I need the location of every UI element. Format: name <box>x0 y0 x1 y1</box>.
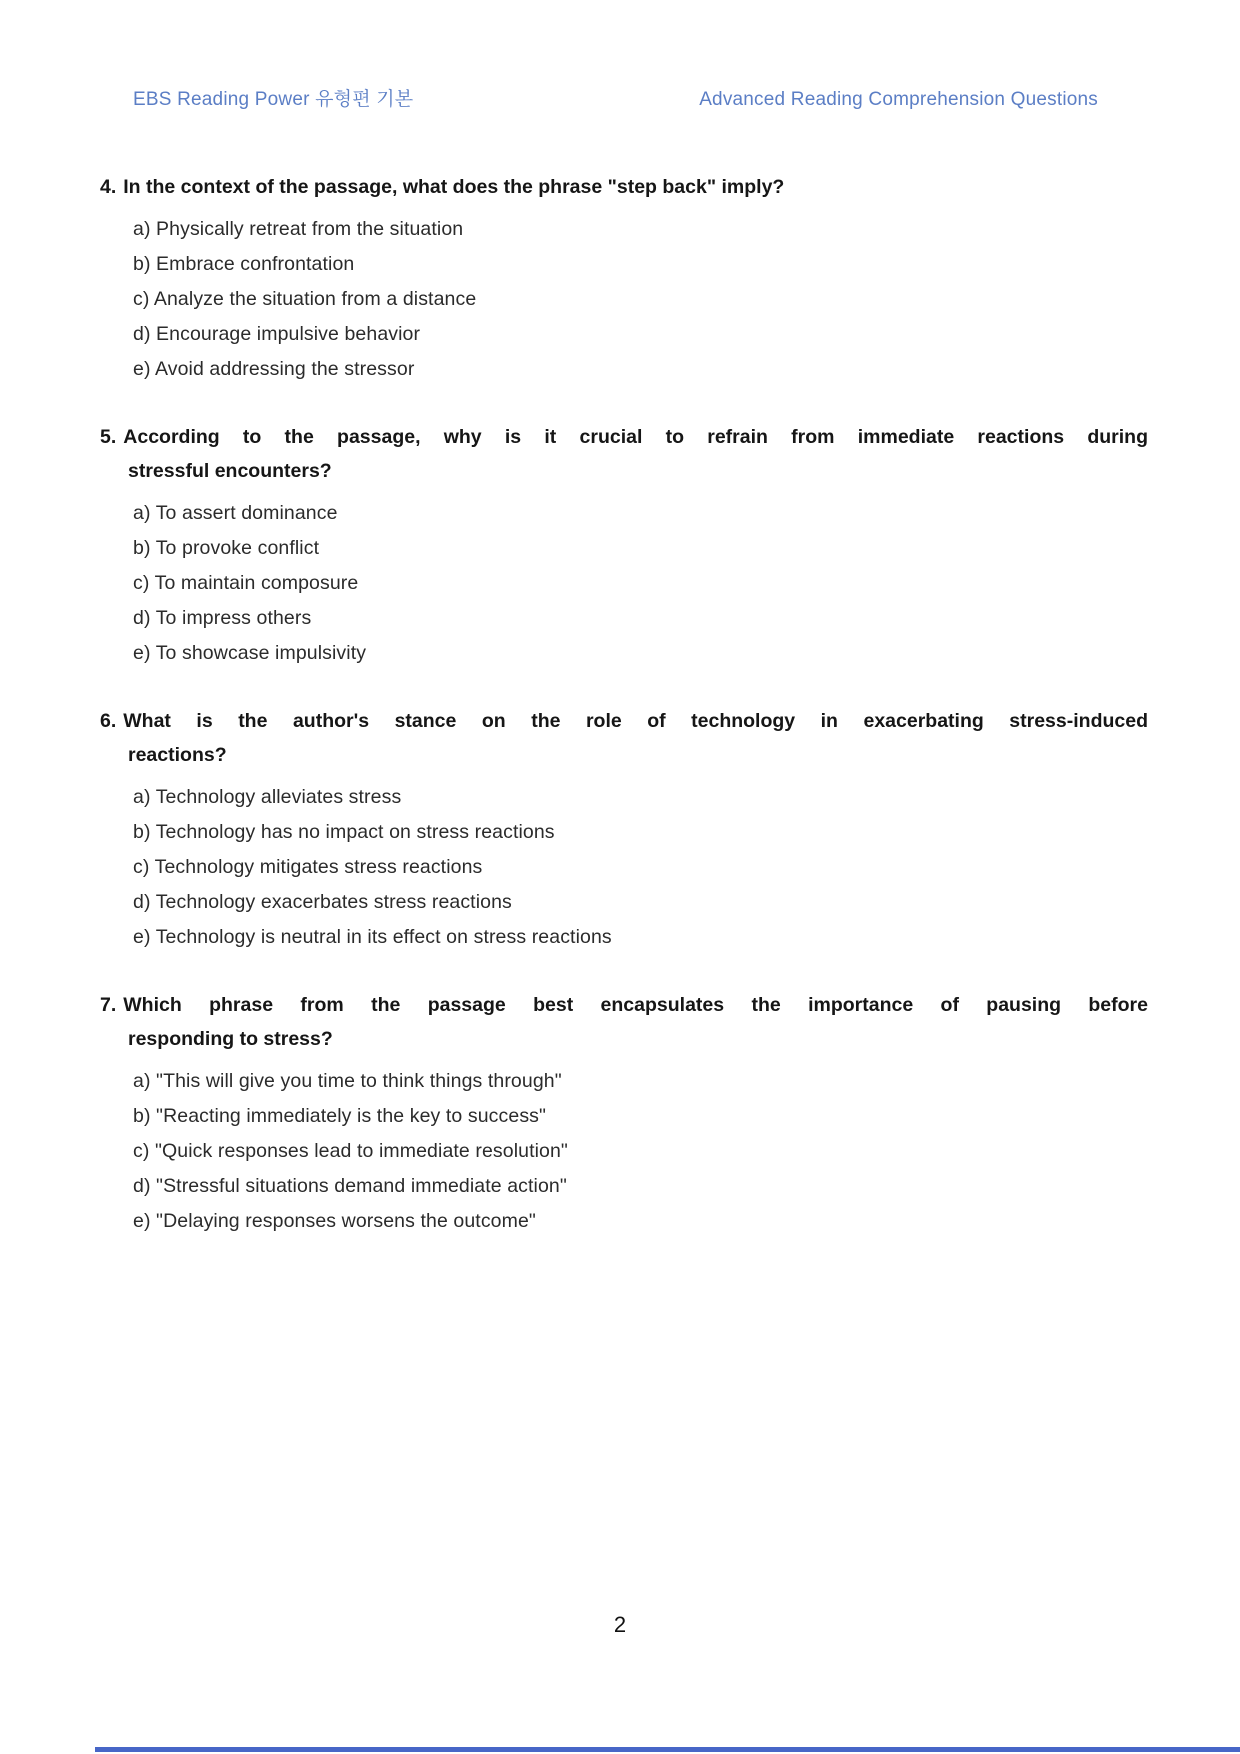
question-4-options <box>100 219 1148 379</box>
option-6e: e) Technology is neutral in its effect on stress reactions <box>133 926 612 948</box>
question-4-number: 4. <box>100 176 117 198</box>
option-6d: d) Technology exacerbates stress reactions <box>133 891 512 913</box>
question-5 <box>100 420 1148 663</box>
option-4e: e) Avoid addressing the stressor <box>133 358 415 380</box>
option-7a: a) "This will give you time to think things through" <box>133 1070 562 1092</box>
option-5c: c) To maintain composure <box>133 572 359 594</box>
option-4c: c) Analyze the situation from a distance <box>133 288 477 310</box>
option-5e: e) To showcase impulsivity <box>133 642 367 664</box>
option-7c: c) "Quick responses lead to immediate resolution" <box>133 1140 568 1162</box>
question-7-line-2: responding to stress? <box>128 1028 333 1050</box>
option-5a: a) To assert dominance <box>133 502 338 524</box>
option-4a: a) Physically retreat from the situation <box>133 218 464 240</box>
question-5-options <box>100 503 1148 663</box>
question-5-line-2: stressful encounters? <box>128 460 332 482</box>
option-4d: d) Encourage impulsive behavior <box>133 323 421 345</box>
question-7-options <box>100 1071 1148 1231</box>
option-7b: b) "Reacting immediately is the key to success" <box>133 1105 547 1127</box>
question-6-line-1: What is the author's stance on the role of technology in exacerbating stress-induced <box>123 710 1148 732</box>
document-header <box>100 88 1148 112</box>
question-4-line-1: In the context of the passage, what does the phrase "step back" imply? <box>123 176 785 198</box>
option-4b: b) Embrace confrontation <box>133 253 355 275</box>
page-number: 2 <box>613 1612 627 1637</box>
question-7-text <box>100 988 1148 1022</box>
question-7 <box>100 988 1148 1231</box>
header-left-title: EBS Reading Power 유형편 기본 <box>133 89 414 110</box>
question-6-options <box>100 787 1148 947</box>
question-4 <box>100 170 1148 379</box>
header-right-title: Advanced Reading Comprehension Questions <box>699 89 1098 110</box>
question-4-text <box>100 170 1148 204</box>
footer-divider-line <box>95 1747 1240 1752</box>
question-6-text <box>100 704 1148 738</box>
question-5-number: 5. <box>100 426 117 448</box>
question-6-line-2: reactions? <box>128 744 227 766</box>
option-7e: e) "Delaying responses worsens the outcome" <box>133 1210 536 1232</box>
question-5-text <box>100 420 1148 454</box>
option-5d: d) To impress others <box>133 607 312 629</box>
option-6a: a) Technology alleviates stress <box>133 786 402 808</box>
question-7-line-1: Which phrase from the passage best encapsulates the importance of pausing before <box>123 994 1148 1016</box>
option-5b: b) To provoke conflict <box>133 537 320 559</box>
question-7-number: 7. <box>100 994 117 1016</box>
option-7d: d) "Stressful situations demand immediate action" <box>133 1175 567 1197</box>
question-6 <box>100 704 1148 947</box>
question-5-line-1: According to the passage, why is it crucial to refrain from immediate reactions during <box>123 426 1148 448</box>
option-6b: b) Technology has no impact on stress reactions <box>133 821 555 843</box>
question-6-number: 6. <box>100 710 117 732</box>
option-6c: c) Technology mitigates stress reactions <box>133 856 483 878</box>
